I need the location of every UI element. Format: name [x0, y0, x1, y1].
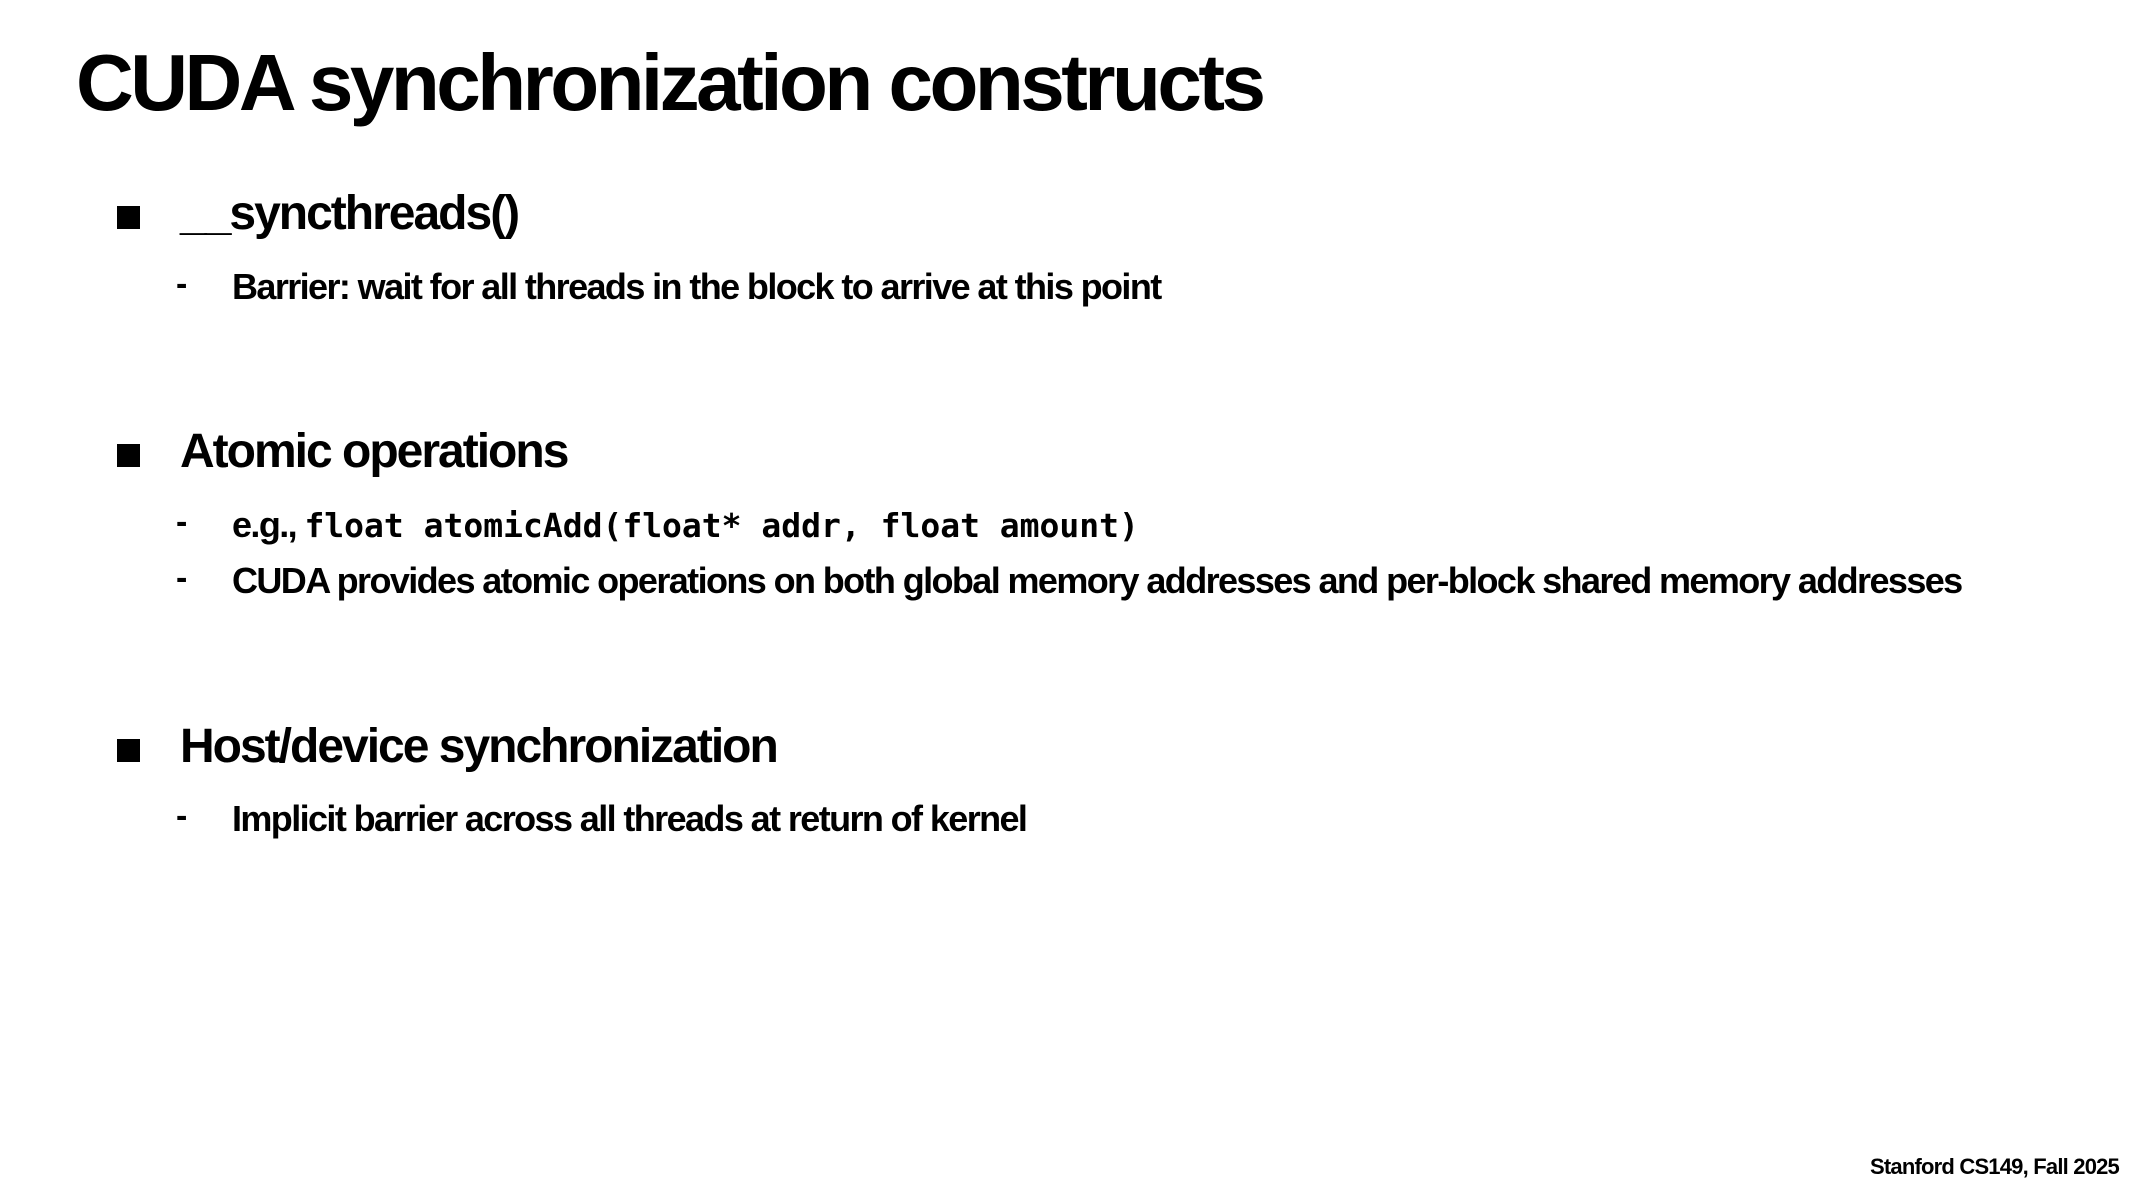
sub-item-barrier — [0, 262, 2133, 312]
slide-title: CUDA synchronization constructs — [76, 38, 1263, 127]
footer-course-label: Stanford CS149, Fall 2025 — [1870, 1154, 2119, 1179]
sub-item-text — [232, 500, 1139, 551]
dash-icon: - — [176, 559, 188, 597]
dash-icon: - — [176, 797, 188, 835]
sub-item-atomic-example — [0, 500, 2133, 550]
bullet-square-icon — [117, 206, 140, 229]
bullet-label: Atomic operations — [180, 425, 568, 478]
sub-item-text: Barrier: wait for all threads in the block to arrive at this point — [232, 266, 1161, 307]
sub-item-atomic-memory — [0, 556, 2133, 606]
bullet-label: __syncthreads() — [180, 187, 519, 240]
sub-item-implicit-barrier — [0, 794, 2133, 844]
bullet-square-icon — [117, 444, 140, 467]
example-prefix: e.g., — [232, 504, 297, 545]
dash-icon: - — [176, 265, 188, 303]
code-snippet: float atomicAdd(float* addr, float amount) — [304, 506, 1139, 545]
dash-icon: - — [176, 503, 188, 541]
sub-item-text: Implicit barrier across all threads at return of kernel — [232, 798, 1027, 839]
bullet-square-icon — [117, 739, 140, 762]
sub-item-text: CUDA provides atomic operations on both global memory addresses and per-block shared memory addresses — [232, 560, 1962, 601]
bullet-label: Host/device synchronization — [180, 720, 777, 773]
